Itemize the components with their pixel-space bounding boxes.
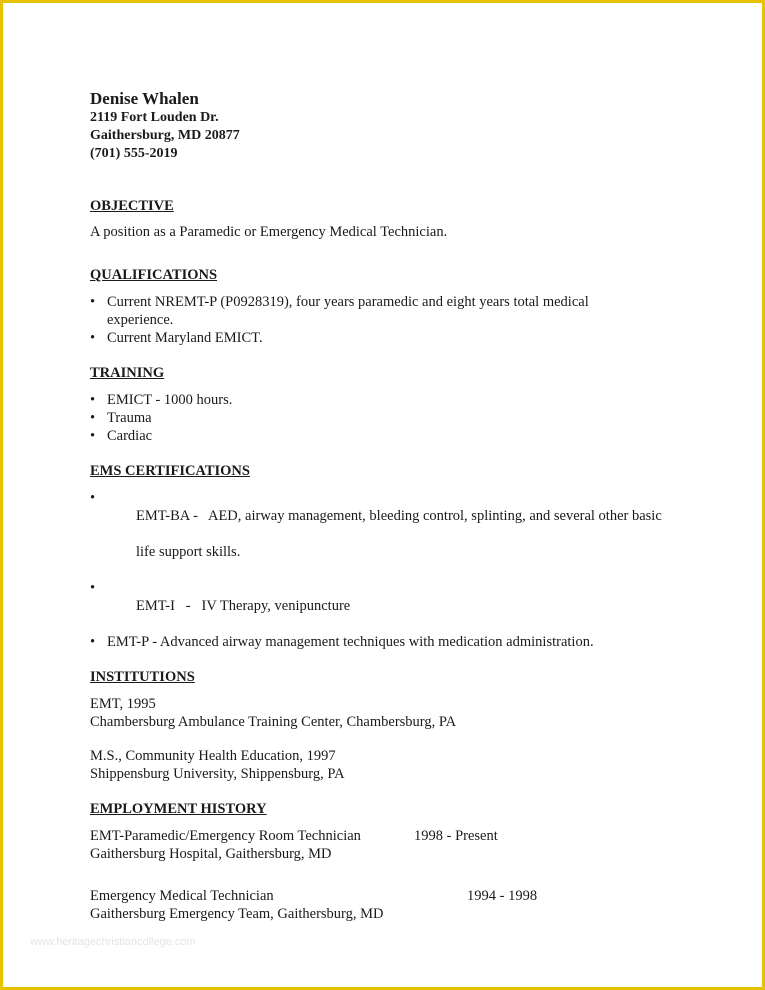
qualification-line: experience.	[107, 312, 174, 328]
list-item	[90, 489, 690, 579]
job-entry	[90, 827, 690, 863]
institution-name: Shippensburg University, Shippensburg, PA	[90, 766, 345, 782]
job-entry	[90, 887, 690, 923]
certification-line: EMT-BA - AED, airway management, bleeding control, splinting, and several other basic	[136, 508, 662, 524]
certifications-heading: EMS CERTIFICATIONS	[90, 463, 250, 479]
training-list	[90, 391, 690, 445]
certification-line: life support skills.	[136, 544, 241, 560]
list-item: • Trauma	[90, 409, 690, 427]
qualification-line: Current Maryland EMICT.	[107, 330, 263, 346]
objective-section	[90, 197, 690, 241]
job-title-row	[90, 827, 690, 845]
qualifications-heading: QUALIFICATIONS	[90, 267, 218, 283]
institutions-heading: INSTITUTIONS	[90, 669, 195, 685]
certification-line: EMT-I - IV Therapy, venipuncture	[136, 598, 351, 614]
job-employer: Gaithersburg Hospital, Gaithersburg, MD	[90, 846, 332, 862]
job-title: Emergency Medical Technician	[90, 888, 274, 904]
list-item	[90, 293, 690, 329]
list-item	[90, 579, 690, 633]
certifications-section	[90, 462, 690, 651]
phone-number: (701) 555-2019	[90, 146, 178, 161]
institution-entry	[90, 695, 690, 731]
institution-name: Chambersburg Ambulance Training Center, Chambersburg, PA	[90, 714, 457, 730]
list-item	[90, 633, 690, 651]
street-address: 2119 Fort Louden Dr.	[90, 110, 219, 125]
list-item: • Cardiac	[90, 427, 690, 445]
list-item	[90, 329, 690, 347]
institution-degree: EMT, 1995	[90, 696, 156, 712]
certification-line: EMT-P - Advanced airway management techniques with medication administration.	[107, 634, 594, 650]
list-item: • EMICT - 1000 hours.	[90, 391, 690, 409]
job-dates: 1998 - Present	[414, 828, 498, 844]
objective-text: A position as a Paramedic or Emergency Medical Technician.	[90, 224, 448, 240]
certifications-list	[90, 489, 690, 651]
training-section	[90, 364, 690, 445]
watermark-text: www.heritagechristiancollege.com	[30, 936, 196, 948]
job-title-row	[90, 887, 690, 905]
institution-entry	[90, 747, 690, 783]
institutions-section	[90, 668, 690, 783]
training-heading: TRAINING	[90, 365, 165, 381]
objective-heading: OBJECTIVE	[90, 198, 174, 214]
contact-header	[90, 89, 690, 163]
qualification-line: Current NREMT-P (P0928319), four years paramedic and eight years total medical	[107, 294, 589, 310]
applicant-name: Denise Whalen	[90, 89, 199, 108]
resume-page	[90, 89, 690, 923]
employment-heading: EMPLOYMENT HISTORY	[90, 801, 267, 817]
job-title: EMT-Paramedic/Emergency Room Technician	[90, 828, 361, 844]
city-state-zip: Gaithersburg, MD 20877	[90, 128, 240, 143]
job-dates: 1994 - 1998	[467, 888, 538, 904]
institution-degree: M.S., Community Health Education, 1997	[90, 748, 336, 764]
employment-section	[90, 800, 690, 923]
qualifications-list	[90, 293, 690, 347]
job-employer: Gaithersburg Emergency Team, Gaithersburg, MD	[90, 906, 384, 922]
qualifications-section	[90, 266, 690, 347]
